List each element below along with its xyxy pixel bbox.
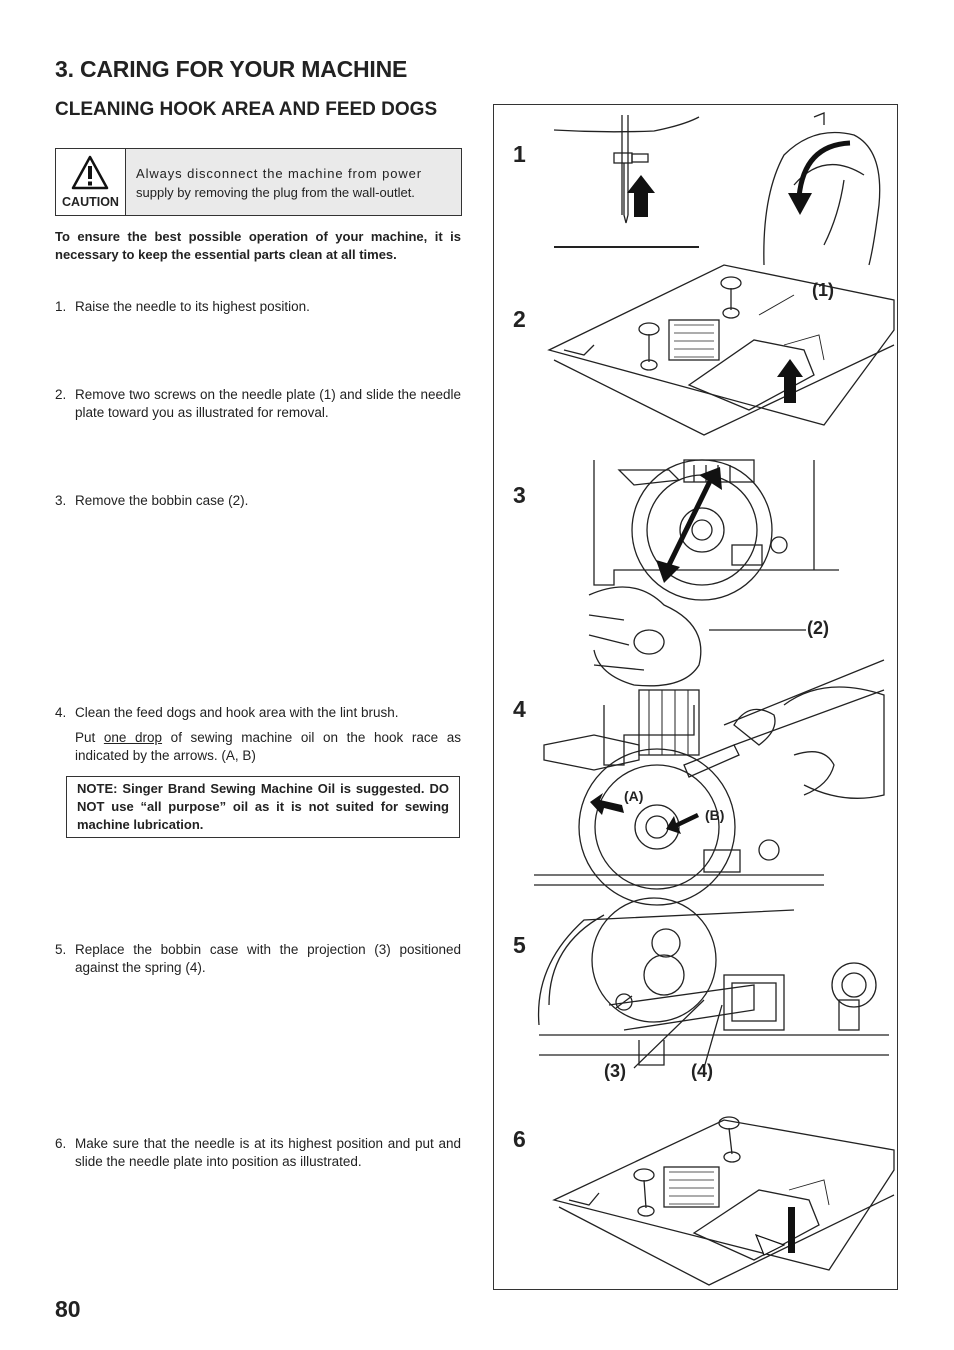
- step-number: 5.: [55, 942, 67, 957]
- step-6: [55, 1135, 461, 1171]
- step-4: [55, 704, 461, 765]
- step-number: 2.: [55, 387, 67, 402]
- page-title: 3. CARING FOR YOUR MACHINE: [55, 56, 408, 82]
- figure-number-6: 6: [513, 1126, 526, 1152]
- figure-number-2: 2: [513, 306, 526, 332]
- warning-icon: [71, 155, 109, 191]
- figure-number-1: 1: [513, 141, 526, 167]
- illustrations: [494, 105, 897, 1289]
- figure-number-5: 5: [513, 932, 526, 958]
- step-text: Raise the needle to its highest position.: [75, 299, 310, 314]
- figure-6-needle-plate: [554, 1117, 894, 1285]
- caution-icon-cell: [56, 149, 126, 215]
- callout-spring: (4): [691, 1061, 713, 1081]
- page-number: 80: [55, 1296, 81, 1322]
- figure-2-needle-plate: [549, 265, 894, 435]
- step-text: Clean the feed dogs and hook area with the lint brush.: [75, 705, 399, 720]
- step-number: 4.: [55, 705, 67, 720]
- caution-label: CAUTION: [62, 195, 119, 209]
- caution-box: [55, 148, 462, 216]
- one-drop-emphasis: one drop: [103, 730, 163, 745]
- callout-oil-point-b: (B): [705, 807, 725, 823]
- step-text: Make sure that the needle is at its highest position and put and slide the needle plate into position as illustrated.: [75, 1136, 461, 1169]
- arrow-icon: [777, 359, 803, 403]
- step-1: [55, 298, 461, 316]
- step-number: 1.: [55, 299, 67, 314]
- caution-text: [136, 164, 454, 202]
- caution-line-1: Always disconnect the machine from power: [136, 166, 423, 181]
- arrow-icon: [627, 175, 655, 217]
- curved-arrow-icon: [788, 143, 850, 215]
- step-number: 3.: [55, 493, 67, 508]
- arrow-icon: [756, 1207, 795, 1255]
- figure-3-bobbin-case: [524, 460, 839, 725]
- figure-number-3: 3: [513, 482, 526, 508]
- oil-arrow-icon: [590, 793, 699, 834]
- figure-1-needle-raise: [554, 113, 880, 265]
- step-text: Replace the bobbin case with the projection (3) positioned against the spring (4).: [75, 942, 461, 975]
- figure-number-4: 4: [513, 696, 526, 722]
- step-text: Remove the bobbin case (2).: [75, 493, 249, 508]
- step-3: [55, 492, 461, 510]
- callout-bobbin-case: (2): [807, 618, 829, 638]
- intro-text: To ensure the best possible operation of your machine, it is necessary to keep the essential parts clean at all times.: [55, 229, 461, 262]
- callout-oil-point-a: (A): [624, 788, 644, 804]
- step-number: 6.: [55, 1136, 67, 1151]
- step-2: [55, 386, 461, 422]
- figure-4-hook-cleaning: [534, 660, 884, 905]
- note-box: NOTE: Singer Brand Sewing Machine Oil is suggested. DO NOT use “all purpose” oil as it is not suited for sewing machine lubrication.: [66, 776, 460, 838]
- step-text: Remove two screws on the needle plate (1) and slide the needle plate toward you as illustrated for removal.: [75, 387, 461, 420]
- step-4-oil-instruction: Put one drop of sewing machine oil on the hook race as indicated by the arrows. (A, B): [75, 730, 462, 763]
- double-arrow-icon: [656, 467, 722, 583]
- callout-projection: (3): [604, 1061, 626, 1081]
- callout-needle-plate: (1): [812, 280, 834, 300]
- caution-line-2: supply by removing the plug from the wall-outlet.: [136, 185, 415, 200]
- step-5: [55, 941, 461, 977]
- section-title: CLEANING HOOK AREA AND FEED DOGS: [55, 99, 438, 120]
- figure-5-bobbin-replace: [539, 898, 889, 1068]
